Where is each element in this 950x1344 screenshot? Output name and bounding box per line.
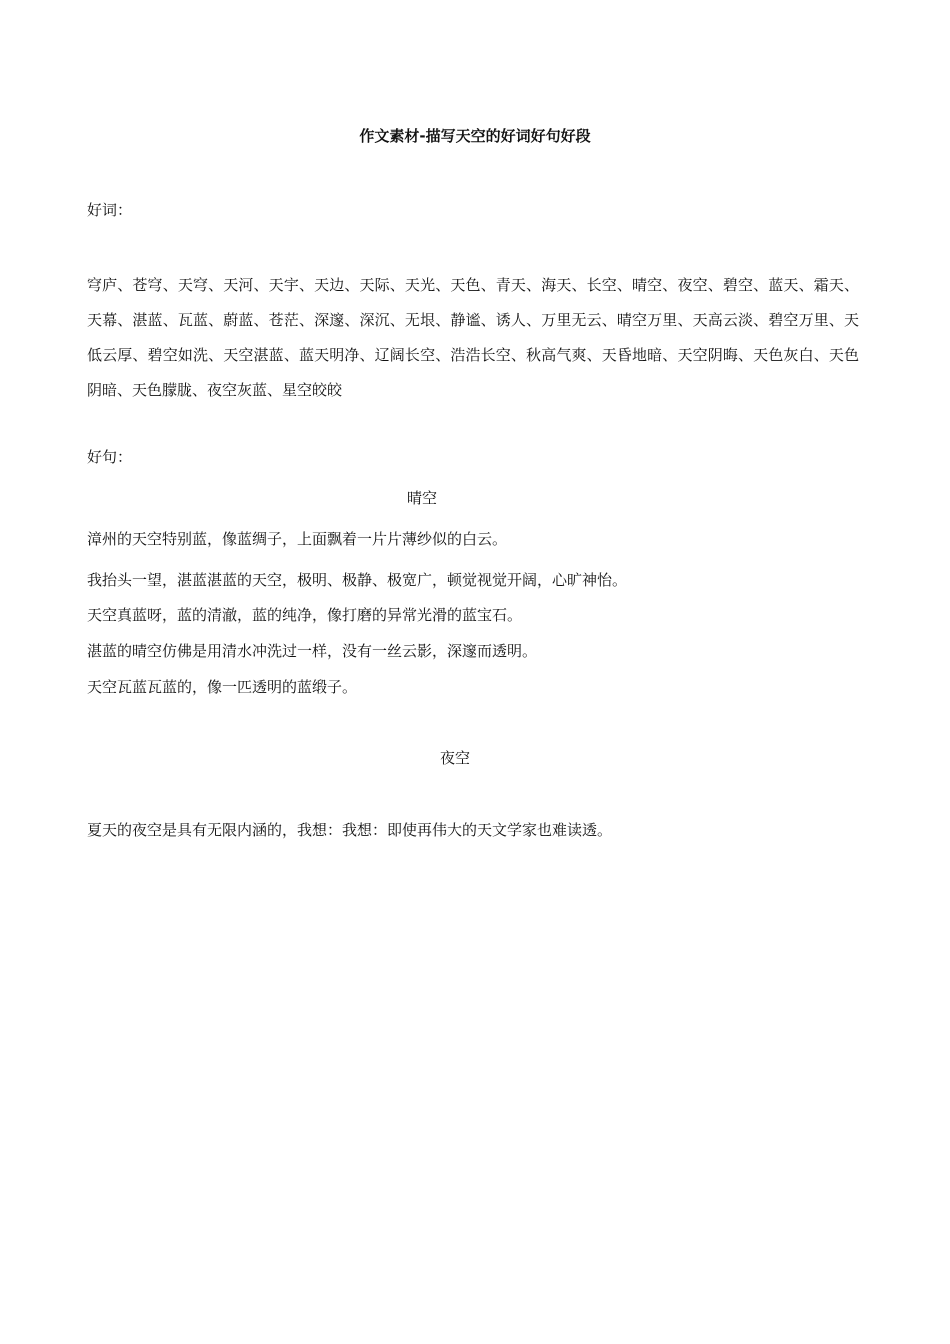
- sentence-sunny-5: 天空瓦蓝瓦蓝的，像一匹透明的蓝缎子。: [87, 678, 358, 696]
- sentence-sunny-1: 漳州的天空特别蓝，像蓝绸子，上面飘着一片片薄纱似的白云。: [87, 530, 508, 548]
- good-sentences-label: 好句：: [87, 448, 133, 466]
- sentence-sunny-2: 我抬头一望，湛蓝湛蓝的天空，极明、极静、极宽广，顿觉视觉开阔，心旷神怡。: [87, 571, 628, 589]
- document-title: 作文素材-描写天空的好词好句好段: [359, 127, 591, 145]
- sentence-sunny-4: 湛蓝的晴空仿佛是用清水冲洗过一样，没有一丝云影，深邃而透明。: [87, 642, 538, 660]
- good-words-label: 好词：: [87, 201, 133, 219]
- section-heading-night-sky: 夜空: [439, 749, 470, 767]
- sentence-sunny-3: 天空真蓝呀，蓝的清澈，蓝的纯净，像打磨的异常光滑的蓝宝石。: [87, 606, 523, 624]
- sentence-night-1: 夏天的夜空是具有无限内涵的，我想：我想：即使再伟大的天文学家也难读透。: [87, 821, 613, 839]
- section-heading-sunny-sky: 晴空: [406, 489, 437, 507]
- good-words-list: 穹庐、苍穹、天穹、天河、天宇、天边、天际、天光、天色、青天、海天、长空、晴空、夜空、碧空、蓝天、霜天、天幕、湛蓝、瓦蓝、蔚蓝、苍茫、深邃、深沉、无垠、静谧、诱人、万里无云、晴空万里、天高云淡、碧空万里、天低云厚、碧空如洗、天空湛蓝、蓝天明净、辽阔长空、浩浩长空、秋高气爽、天昏地暗、天空阴晦、天色灰白、天色阴暗、天色朦胧、夜空灰蓝、星空皎皎: [87, 276, 859, 399]
